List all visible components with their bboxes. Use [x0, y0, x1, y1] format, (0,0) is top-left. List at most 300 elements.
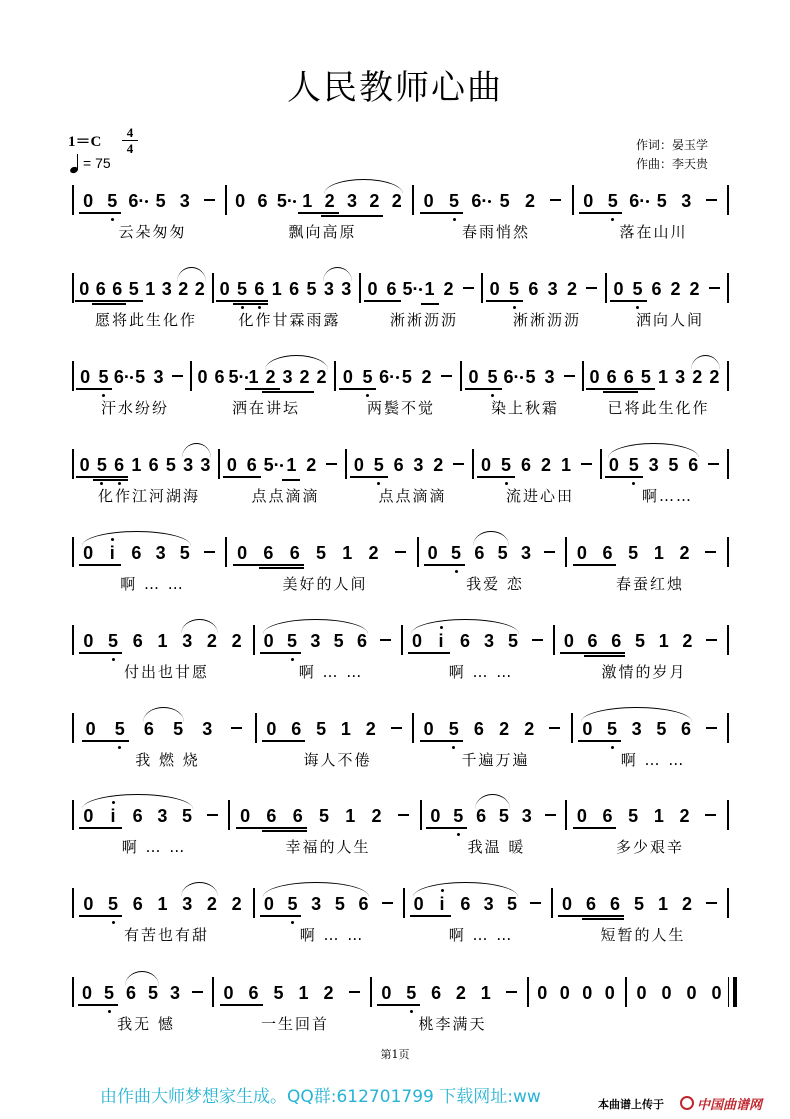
lyric-line: 化作甘霖雨露 — [238, 311, 341, 329]
note: 6 — [263, 543, 274, 563]
note: 5 — [103, 983, 114, 1003]
note: 5 — [315, 543, 326, 563]
note: 6 — [246, 455, 257, 475]
note: 6 — [132, 894, 143, 914]
duration-dash — [550, 199, 561, 201]
tempo-marking — [70, 153, 111, 173]
note: 2 — [231, 894, 242, 914]
note: 0 — [636, 983, 647, 1003]
note: 1 — [658, 631, 669, 651]
note: 3 — [347, 191, 358, 211]
note: 0 — [423, 191, 434, 211]
note: 6 — [623, 367, 634, 387]
augmentation-dot — [520, 376, 523, 379]
bar-line — [481, 273, 483, 303]
note: 3 — [157, 806, 168, 826]
note: 3 — [161, 279, 172, 299]
duration-dash — [530, 902, 541, 904]
bar-line — [460, 361, 462, 391]
bar-line — [600, 449, 602, 479]
note: i — [110, 806, 116, 826]
note: 0 — [83, 543, 94, 563]
beam-underline — [421, 303, 439, 305]
tempo-value: = 75 — [83, 155, 111, 171]
augmentation-dot — [145, 200, 148, 203]
note: 3 — [182, 894, 193, 914]
bar-line — [72, 888, 74, 918]
note: 2 — [369, 191, 380, 211]
note: 3 — [155, 543, 166, 563]
score-row — [0, 279, 790, 369]
beam-underline — [339, 388, 377, 390]
note: 2 — [365, 719, 376, 739]
note: 5 — [333, 631, 344, 651]
note: 1 — [342, 543, 353, 563]
note: 2 — [306, 455, 317, 475]
quarter-note-icon — [70, 153, 80, 173]
beam-underline — [573, 564, 617, 566]
beam-underline — [92, 303, 127, 305]
duration-dash — [545, 814, 556, 816]
bar-line — [472, 449, 474, 479]
beam-underline — [586, 388, 655, 390]
duration-dash — [549, 727, 560, 729]
bar-line — [401, 625, 403, 655]
augmentation-dot — [245, 376, 248, 379]
note: 2 — [566, 279, 577, 299]
lyric-line: 点点滴滴 — [251, 487, 320, 505]
note: 3 — [179, 191, 190, 211]
note: 0 — [237, 543, 248, 563]
note: 0 — [83, 894, 94, 914]
beam-underline — [605, 476, 643, 478]
note: 0 — [430, 806, 441, 826]
note: 0 — [582, 719, 593, 739]
note: 2 — [679, 543, 690, 563]
note: 6 — [680, 719, 691, 739]
beam-underline — [410, 915, 451, 917]
duration-dash — [706, 199, 717, 201]
note: 3 — [153, 367, 164, 387]
note: 6 — [248, 983, 259, 1003]
page-number: 第1页 — [380, 1048, 410, 1061]
note: 5 — [318, 806, 329, 826]
note: 1 — [424, 279, 435, 299]
note: 5· — [263, 455, 280, 475]
song-title: 人民教师心曲 — [287, 68, 503, 108]
note: 0 — [83, 191, 94, 211]
note: 2 — [421, 367, 432, 387]
note: i — [109, 543, 115, 563]
bar-line — [253, 888, 255, 918]
note: 1 — [271, 279, 282, 299]
beam-underline — [259, 567, 303, 569]
bar-line — [72, 713, 74, 743]
beam-underline — [262, 391, 314, 393]
beam-underline — [408, 652, 450, 654]
note: 6 — [520, 455, 531, 475]
note: 5 — [498, 806, 509, 826]
note: 2 — [206, 894, 217, 914]
beam-underline — [582, 918, 624, 920]
note: 6 — [289, 279, 300, 299]
bar-line — [733, 977, 737, 1007]
duration-dash — [192, 991, 203, 993]
lyric-line: 幸福的人生 — [285, 838, 371, 856]
lyric-line: 点点滴滴 — [378, 487, 447, 505]
beam-underline — [262, 830, 306, 832]
beam-underline — [245, 388, 280, 390]
note: 6 — [602, 543, 613, 563]
beam-underline — [216, 300, 269, 302]
duration-dash — [705, 814, 716, 816]
note: 0 — [266, 719, 277, 739]
beam-underline — [350, 476, 388, 478]
note: 1 — [298, 983, 309, 1003]
note: 6 — [606, 367, 617, 387]
beam-underline — [364, 300, 401, 302]
lyric-line: 一生回首 — [260, 1015, 329, 1033]
bar-line — [565, 537, 567, 567]
note: 0 — [240, 806, 251, 826]
site-logo-icon — [680, 1096, 694, 1110]
note: 5 — [373, 455, 384, 475]
lyric-line: 春蚕红烛 — [615, 575, 684, 593]
note: 5· — [276, 191, 293, 211]
note: 1 — [658, 367, 669, 387]
note: 6 — [132, 631, 143, 651]
lyric-line: 啊…… — [641, 487, 693, 505]
note: 3 — [282, 367, 293, 387]
duration-dash — [207, 814, 218, 816]
note: 6 — [289, 543, 300, 563]
score-row — [0, 894, 790, 984]
note: 6 — [609, 894, 620, 914]
beam-underline — [82, 740, 129, 742]
note: 2 — [499, 719, 510, 739]
note: 5 — [448, 719, 459, 739]
beam-underline — [424, 564, 465, 566]
note: 5 — [628, 455, 639, 475]
note: 1 — [480, 983, 491, 1003]
note: 0 — [686, 983, 697, 1003]
note: 6 — [131, 543, 142, 563]
note: 0 — [83, 806, 94, 826]
lyric-line: 诲人不倦 — [303, 751, 372, 769]
duration-dash — [564, 375, 575, 377]
note: 2 — [368, 543, 379, 563]
lyric-line: 已将此生化作 — [607, 399, 710, 417]
lyric-line: 啊 … … — [448, 926, 514, 944]
bar-line — [72, 625, 74, 655]
note: 5 — [628, 543, 639, 563]
lyric-line: 短暂的人生 — [600, 926, 686, 944]
note: 3 — [341, 279, 352, 299]
beam-underline — [236, 827, 307, 829]
bar-line — [255, 713, 257, 743]
lyric-line: 我爱 恋 — [466, 575, 524, 593]
note: 5 — [306, 279, 317, 299]
bar-line — [72, 537, 74, 567]
note: 5 — [606, 719, 617, 739]
note: 5 — [114, 719, 125, 739]
duration-dash — [441, 375, 452, 377]
note: 3 — [200, 455, 211, 475]
beam-underline — [220, 1004, 263, 1006]
note: 0 — [583, 191, 594, 211]
beam-underline — [610, 300, 647, 302]
note: 0 — [468, 367, 479, 387]
bar-line — [417, 537, 419, 567]
lyric-line: 我温 暖 — [467, 838, 526, 856]
note: 0 — [263, 894, 274, 914]
lyric-line: 洒向人间 — [635, 311, 704, 329]
note: 0 — [381, 983, 392, 1003]
beam-underline — [377, 1004, 420, 1006]
bar-line — [527, 977, 529, 1007]
bar-line — [403, 888, 405, 918]
note: 6· — [629, 191, 646, 211]
lyric-line: 啊 … … — [448, 663, 514, 681]
lyric-line: 落在山川 — [619, 223, 688, 241]
note: 1 — [657, 894, 668, 914]
note: 6· — [128, 191, 145, 211]
lyric-line: 付出也甘愿 — [123, 663, 209, 681]
lyric-line: 淅淅沥沥 — [512, 311, 581, 329]
note: 0 — [537, 983, 548, 1003]
note: 6 — [95, 279, 106, 299]
note: 5· — [402, 279, 419, 299]
note: 5 — [632, 279, 643, 299]
note: 2 — [443, 279, 454, 299]
note: 6 — [611, 631, 622, 651]
note: 2 — [524, 719, 535, 739]
note: 0 — [559, 983, 570, 1003]
bar-line — [727, 625, 729, 655]
note: 1 — [302, 191, 313, 211]
note: 3 — [544, 367, 555, 387]
note: 5 — [656, 191, 667, 211]
note: 3 — [183, 455, 194, 475]
bar-line — [553, 625, 555, 655]
note: 1 — [340, 719, 351, 739]
note: 6 — [651, 279, 662, 299]
note: 0 — [582, 983, 593, 1003]
beam-underline — [75, 300, 143, 302]
bar-line — [728, 977, 729, 1007]
beam-underline — [420, 212, 463, 214]
slur-arc — [324, 179, 403, 194]
lyric-line: 啊 … … — [620, 751, 686, 769]
note: 6 — [254, 279, 265, 299]
note: 1 — [145, 279, 156, 299]
note: 0 — [423, 719, 434, 739]
note: 5 — [406, 983, 417, 1003]
note: 2 — [323, 983, 334, 1003]
duration-dash — [705, 551, 716, 553]
beam-underline — [233, 303, 268, 305]
note: 5 — [525, 367, 536, 387]
note: 6 — [473, 719, 484, 739]
beam-underline — [420, 740, 463, 742]
beam-underline — [262, 740, 305, 742]
note: 6 — [132, 806, 143, 826]
note: 3 — [631, 719, 642, 739]
note: 6 — [214, 367, 225, 387]
note: 6 — [358, 894, 369, 914]
lyric-line: 汗水纷纷 — [100, 399, 169, 417]
duration-dash — [382, 902, 393, 904]
note: 5 — [273, 983, 284, 1003]
note: 0 — [563, 631, 574, 651]
lyric-line: 飘向高原 — [288, 223, 357, 241]
beam-underline — [603, 391, 638, 393]
bar-line — [420, 800, 422, 830]
note: 5 — [607, 191, 618, 211]
note: 5 — [179, 543, 190, 563]
duration-dash — [506, 991, 517, 993]
note: 6· — [503, 367, 520, 387]
note: 0 — [235, 191, 246, 211]
note: 3 — [648, 455, 659, 475]
note: 5 — [128, 279, 139, 299]
beam-underline — [321, 215, 384, 217]
note: 6 — [257, 191, 268, 211]
bar-line — [225, 537, 227, 567]
beam-underline — [79, 564, 121, 566]
note: 5 — [508, 279, 519, 299]
note: 5 — [316, 719, 327, 739]
beam-underline — [465, 388, 502, 390]
duration-dash — [231, 727, 242, 729]
lyric-line: 淅淅沥沥 — [389, 311, 458, 329]
note: 0 — [613, 279, 624, 299]
bar-line — [572, 185, 574, 215]
duration-dash — [708, 463, 719, 465]
note: 3 — [182, 631, 193, 651]
note: 2 — [524, 191, 535, 211]
note: 3 — [521, 806, 532, 826]
note: 5 — [334, 894, 345, 914]
note: 5 — [108, 894, 119, 914]
note: 5 — [453, 806, 464, 826]
note: 0 — [576, 806, 587, 826]
duration-dash — [395, 551, 406, 553]
footer-banner: 由作曲大师梦想家生成。QQ群:612701799 下载网址:ww — [100, 1087, 541, 1107]
note: 6 — [528, 279, 539, 299]
note: 3 — [483, 631, 494, 651]
beam-underline — [477, 476, 515, 478]
note: 2 — [194, 279, 205, 299]
note: 5 — [499, 191, 510, 211]
note: 5 — [173, 719, 184, 739]
note: 6 — [587, 631, 598, 651]
duration-dash — [204, 199, 215, 201]
note: 0 — [489, 279, 500, 299]
note: 3 — [202, 719, 213, 739]
note: 5 — [181, 806, 192, 826]
beam-underline — [260, 915, 302, 917]
site-logo-text: 中国曲谱网 — [697, 1097, 763, 1113]
note: 6 — [356, 631, 367, 651]
note: 2 — [692, 367, 703, 387]
time-signature-top: 4 — [126, 125, 134, 140]
duration-dash — [380, 639, 391, 641]
site-logo — [680, 1093, 780, 1113]
bar-line — [370, 977, 372, 1007]
lyric-line: 愿将此生化作 — [94, 311, 197, 329]
lyric-line: 啊 … … — [120, 575, 185, 593]
note: 5 — [237, 279, 248, 299]
beam-underline — [584, 655, 626, 657]
beam-underline — [79, 915, 122, 917]
lyric-line: 桃李满天 — [418, 1015, 487, 1033]
note: 5 — [487, 367, 498, 387]
duration-dash — [398, 814, 409, 816]
beam-underline — [79, 212, 121, 214]
note: 6 — [266, 806, 277, 826]
note: 5 — [147, 983, 158, 1003]
note: 6 — [148, 455, 159, 475]
note: 6 — [431, 983, 442, 1003]
note: 6 — [460, 894, 471, 914]
duration-dash — [453, 463, 464, 465]
beam-underline — [578, 740, 621, 742]
time-signature-bottom: 4 — [126, 141, 134, 156]
note: 3 — [323, 279, 334, 299]
note: 2 — [689, 279, 700, 299]
beam-underline — [78, 1004, 118, 1006]
duration-dash — [349, 991, 360, 993]
duration-dash — [204, 551, 215, 553]
note: 0 — [427, 543, 438, 563]
duration-dash — [586, 287, 597, 289]
bar-line — [565, 800, 567, 830]
note: 5 — [640, 367, 651, 387]
note: 1 — [345, 806, 356, 826]
note: 3 — [547, 279, 558, 299]
bar-line — [253, 625, 255, 655]
note: 6 — [393, 455, 404, 475]
note: 0 — [589, 367, 600, 387]
score-row — [0, 806, 790, 896]
note: 0 — [263, 631, 274, 651]
lyric-line: 激情的岁月 — [601, 663, 687, 681]
note: 5 — [401, 367, 412, 387]
bar-line — [212, 977, 214, 1007]
beam-underline — [79, 652, 122, 654]
duration-dash — [544, 551, 555, 553]
lyric-line: 多少艰辛 — [615, 838, 684, 856]
duration-dash — [326, 463, 337, 465]
note: 2 — [391, 191, 402, 211]
note: i — [439, 894, 445, 914]
note: 0 — [197, 367, 208, 387]
note: 5 — [497, 543, 508, 563]
lyric-line: 染上秋霜 — [490, 399, 559, 417]
note: 0 — [661, 983, 672, 1003]
note: 2 — [371, 806, 382, 826]
note: 6 — [585, 894, 596, 914]
augmentation-dot — [419, 288, 422, 291]
lyric-line: 千遍万遍 — [461, 751, 530, 769]
augmentation-dot — [488, 200, 491, 203]
note: 2 — [540, 455, 551, 475]
note: 2 — [324, 191, 335, 211]
note: 0 — [576, 543, 587, 563]
score-row — [0, 191, 790, 281]
note: 0 — [80, 367, 91, 387]
